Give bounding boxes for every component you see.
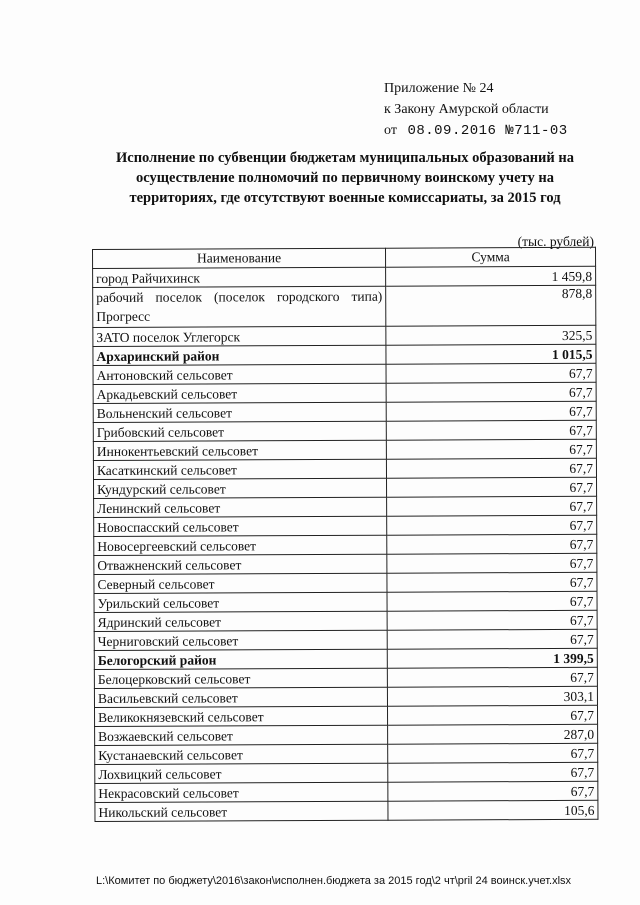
row-name: Великокнязевский сельсовет: [95, 706, 388, 726]
row-value: 67,7: [386, 363, 596, 383]
row-value: 67,7: [388, 781, 598, 801]
row-name: Иннокентьевский сельсовет: [93, 440, 386, 460]
table-row: [95, 743, 598, 764]
table-row: [94, 591, 597, 612]
row-value: 325,5: [386, 325, 596, 345]
table-row: [94, 629, 597, 650]
table-row: [94, 534, 597, 555]
appendix-date-line: [384, 120, 568, 142]
table-row: [94, 553, 597, 574]
row-name: Возжаевский сельсовет: [95, 725, 388, 745]
row-name: Урильский сельсовет: [94, 592, 387, 612]
table-row: [94, 667, 597, 688]
row-value: 67,7: [387, 572, 597, 592]
row-value: 1 399,5: [387, 648, 597, 668]
table-header-row: [93, 247, 596, 268]
row-value: 105,6: [388, 800, 598, 820]
row-value: 67,7: [386, 439, 596, 459]
appendix-number: Приложение № 24: [384, 81, 494, 96]
row-name: Аркадьевский сельсовет: [93, 383, 386, 403]
table-row: [95, 762, 598, 783]
row-value: 67,7: [387, 667, 597, 687]
table-row: [95, 800, 598, 821]
row-name: Вольненский сельсовет: [93, 402, 386, 422]
row-name: Грибовский сельсовет: [93, 421, 386, 441]
appendix-block: [384, 78, 568, 142]
row-name: Новосергеевский сельсовет: [94, 535, 387, 555]
row-value: 67,7: [387, 591, 597, 611]
table-row: [93, 420, 596, 441]
row-name: Лохвицкий сельсовет: [95, 763, 388, 783]
table-row: [93, 458, 596, 479]
row-name: Кустанаевский сельсовет: [95, 744, 388, 764]
row-value: 67,7: [388, 762, 598, 782]
row-name: Никольский сельсовет: [95, 801, 388, 821]
table-row: [94, 610, 597, 631]
row-name: Архаринский район: [93, 345, 386, 365]
table-row: [93, 344, 596, 365]
row-name: Черниговский сельсовет: [94, 630, 387, 650]
table-row: [95, 724, 598, 745]
header-sum: Сумма: [386, 247, 596, 267]
row-name: ЗАТО поселок Углегорск: [93, 326, 386, 346]
table-row: [93, 363, 596, 384]
row-value: 878,8: [386, 285, 596, 326]
table-row: [94, 686, 597, 707]
table-row: [94, 496, 597, 517]
row-name: Ядринский сельсовет: [94, 611, 387, 631]
file-path-footer: L:\Комитет по бюджету\2016\закон\исполнен.бюджета за 2015 год\2 чт\pril 24 воинск.учет.xlsx: [96, 875, 572, 887]
row-name: Новоспасский сельсовет: [94, 516, 387, 536]
row-name: Северный сельсовет: [94, 573, 387, 593]
row-value: 67,7: [387, 534, 597, 554]
table-row: [95, 705, 598, 726]
row-name: Васильевский сельсовет: [94, 687, 387, 707]
row-value: 67,7: [388, 705, 598, 725]
row-value: 1 015,5: [386, 344, 596, 364]
row-name: Ленинский сельсовет: [94, 497, 387, 517]
row-value: 1 459,8: [386, 266, 596, 286]
row-name: Белогорский район: [94, 649, 387, 669]
table-row: [94, 648, 597, 669]
row-value: 67,7: [386, 401, 596, 421]
row-name: Белоцерковский сельсовет: [94, 668, 387, 688]
table-row: [93, 285, 596, 327]
row-name: Касаткинский сельсовет: [93, 459, 386, 479]
row-value: 67,7: [387, 610, 597, 630]
row-value: 67,7: [387, 515, 597, 535]
table-row: [93, 325, 596, 346]
table-row: [94, 477, 597, 498]
table-row: [95, 781, 598, 802]
row-value: 67,7: [387, 553, 597, 573]
row-value: 303,1: [387, 686, 597, 706]
row-value: 67,7: [386, 420, 596, 440]
row-name: рабочий поселок (поселок городского типа) Прогресс: [93, 286, 386, 327]
appendix-date-prefix: от: [384, 123, 397, 138]
row-value: 67,7: [388, 743, 598, 763]
document-title: Исполнение по субвенции бюджетам муниципальных образований на осуществление полномочий по первичному воинскому учету на территориях, где отсутствуют военные комиссариаты, за 2015 год: [115, 150, 574, 206]
row-name: Кундурский сельсовет: [94, 478, 387, 498]
row-value: 67,7: [386, 382, 596, 402]
table-row: [94, 515, 597, 536]
data-table: [92, 247, 598, 822]
table-row: [94, 572, 597, 593]
row-value: 67,7: [387, 496, 597, 516]
row-value: 67,7: [386, 458, 596, 478]
row-value: 67,7: [387, 629, 597, 649]
appendix-date: 08.09.2016 №711-03: [407, 123, 568, 139]
row-value: 67,7: [387, 477, 597, 497]
table-row: [93, 439, 596, 460]
units-label: (тыс. рублей): [517, 234, 594, 249]
row-name: город Райчихинск: [93, 267, 386, 287]
appendix-law-ref: к Закону Амурской области: [384, 102, 549, 117]
row-name: Антоновский сельсовет: [93, 364, 386, 384]
header-name: Наименование: [93, 248, 386, 268]
table-row: [93, 382, 596, 403]
row-name: Отважненский сельсовет: [94, 554, 387, 574]
table-row: [93, 401, 596, 422]
table-body: [93, 266, 598, 821]
row-value: 287,0: [388, 724, 598, 744]
table-row: [93, 266, 596, 287]
row-name: Некрасовский сельсовет: [95, 782, 388, 802]
